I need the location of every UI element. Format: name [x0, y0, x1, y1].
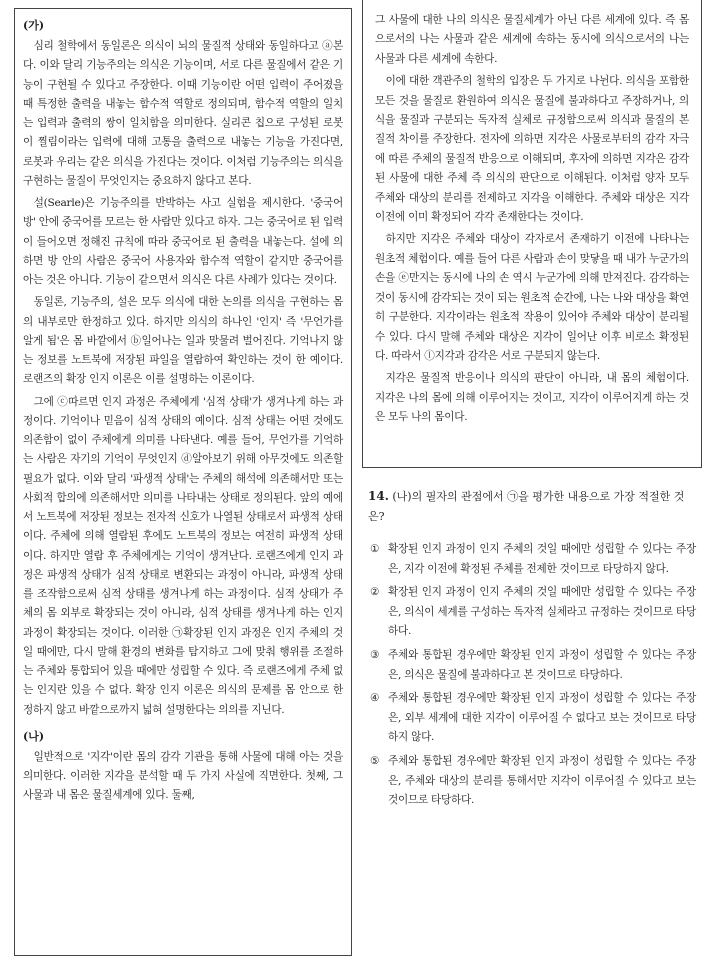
- option-number: ③: [370, 648, 380, 661]
- passage-box-b: [362, 0, 702, 468]
- passage-paragraph: 심리 철학에서 동일론은 의식이 뇌의 물질적 상태와 동일하다고 ⓐ본다. 이와 달리 기능주의는 의식은 기능이며, 서로 다른 물질에서 같은 기능이 구현될 수 있다고 주장한다. 이때 기능이란 어떤 입력이 주어졌을 때 특정한 출력을 내놓는 함수적 역할로 정의되며, 함수적 역할의 일치는 입력과 출력의 쌍이 일치함을 의미한다. 실리콘 칩으로 구성된 로봇이 찔림이라는 입력에 대해 고통을 출력으로 내놓는 기능을 가진다면, 로봇과 우리는 같은 의식을 가진다는 것이다. 이처럼 기능주의는 의식을 구현하는 물질이 무엇인지는 중요하지 않다고 본다.: [23, 40, 343, 187]
- section-label-na: (나): [23, 729, 45, 743]
- answer-option-3[interactable]: [370, 646, 696, 685]
- answer-option-1[interactable]: [370, 540, 696, 579]
- left-column: [14, 0, 352, 954]
- option-text: 주체와 통합된 경우에만 확장된 인지 과정이 성립할 수 있다는 주장은, 의식은 물질에 불과하다고 본 것이므로 타당하다.: [388, 648, 696, 681]
- section-label-ga: (가): [23, 19, 45, 32]
- passage-paragraph: 이에 대한 객관주의 철학의 입장은 두 가지로 나뉜다. 의식을 포함한 모든 것을 물질로 환원하여 의식은 물질에 불과하다고 주장하거나, 의식을 물질과 구분되는 독자적 실체로 규정함으로써 의식과 물질의 본질적 차이를 주장한다. 전자에 의하면 지각은 사물로부터의 감각 자극에 따른 주체의 물질적 반응으로 이해되며, 후자에 의하면 지각은 감각된 사물에 대한 주체 즉 의식의 판단으로 이해된다. 이처럼 양자 모두 주체와 대상의 분리를 전제하고 지각을 이해한다. 주체와 대상은 지각 이전에 이미 확정되어 각각 존재한다는 것이다.: [375, 75, 689, 224]
- option-text: 확장된 인지 과정이 인지 주체의 것일 때에만 성립할 수 있다는 주장은, 의식이 세계를 구성하는 독자적 실체라고 규정하는 것이므로 타당하다.: [388, 586, 696, 638]
- passage-paragraph: 지각은 물질적 반응이나 의식의 판단이 아니라, 내 몸의 체험이다. 지각은 나의 몸에 의해 이루어지는 것이고, 지각이 이루어지게 하는 것은 모두 나의 몸이다.: [375, 372, 689, 424]
- question-number: 14.: [368, 489, 389, 503]
- option-text: 주체와 통합된 경우에만 확장된 인지 과정이 성립할 수 있다는 주장은, 외부 세계에 대한 지각이 이루어질 수 없다고 보는 것이므로 타당하지 않다.: [388, 692, 696, 744]
- option-number: ②: [370, 586, 380, 599]
- passage-paragraph: 설(Searle)은 기능주의를 반박하는 사고 실험을 제시한다. '중국어 방' 안에 중국어를 모르는 한 사람만 있다고 하자. 그는 중국어로 된 입력이 들어오면 정해진 규칙에 따라 중국어로 된 출력을 내놓는다. 설에 의하면 방 안의 사람은 중국어 사용자와 함수적 역할이 같지만 중국어를 아는 것은 아니다. 기능이 같으면서 의식은 다른 사례가 있다는 것이다.: [23, 197, 343, 286]
- option-number: ④: [370, 692, 380, 705]
- option-text: 확장된 인지 과정이 인지 주체의 것일 때에만 성립할 수 있다는 주장은, 지각 이전에 확정된 주체를 전제한 것이므로 타당하지 않다.: [388, 543, 696, 575]
- passage-paragraph: 그 사물에 대한 나의 의식은 물질세계가 아닌 다른 세계에 있다. 즉 몸으로서의 나는 사물과 같은 세계에 속하는 동시에 의식으로서의 나는 사물과 다른 세계에 속한다.: [375, 14, 689, 65]
- passage-paragraph: 동일론, 기능주의, 설은 모두 의식에 대한 논의를 의식을 구현하는 몸의 내부로만 한정하고 있다. 하지만 의식의 하나인 '인지' 즉 '무언가를 알게 됨'은 몸 바깥에서 ⓑ일어나는 일과 맞물려 벌어진다. 기억나지 않는 정보를 노트북에 저장된 파일을 열람하여 확인하는 것이 한 예이다. 로랜즈의 확장 인지 이론은 이를 설명하는 이론이다.: [23, 296, 343, 386]
- question-text: (나)의 필자의 관점에서 ㉠을 평가한 내용으로 가장 적절한 것은?: [368, 490, 685, 523]
- option-number: ⑤: [370, 754, 380, 767]
- answer-option-2[interactable]: [370, 583, 696, 642]
- option-text: 주체와 통합된 경우에만 확장된 인지 과정이 성립할 수 있다는 주장은, 주체와 대상의 분리를 통해서만 지각이 이루어질 수 있다고 보는 것이므로 타당하다.: [388, 754, 696, 807]
- answer-option-4[interactable]: [370, 689, 696, 748]
- option-number: ①: [370, 543, 380, 555]
- passage-paragraph: 일반적으로 '지각'이란 몸의 감각 기관을 통해 사물에 대해 아는 것을 의미한다. 이러한 지각을 분석할 때 두 가지 사실에 직면한다. 첫째, 그 사물과 내 몸은 물질세계에 있다. 둘째,: [23, 750, 343, 802]
- question-title: [368, 486, 696, 527]
- right-column: [362, 0, 702, 954]
- answer-options: [370, 540, 696, 815]
- passage-paragraph: 하지만 지각은 주체와 대상이 각자로서 존재하기 이전에 나타나는 원초적 체험이다. 예를 들어 다른 사람과 손이 맞닿을 때 내가 누군가의 손을 ⓔ만지는 동시에 나의 손 역시 누군가에 의해 만져진다. 감각하는 것이 동시에 감각되는 것이 되는 원초적 순간에, 나는 나와 대상을 확연히 구분한다. 지각이라는 원초적 작용이 있어야 주체와 대상이 분리될 수 있다. 다시 말해 주체와 대상은 지각이 일어난 이후 비로소 확정된다. 따라서 ⓛ지각과 감각은 서로 구분되지 않는다.: [375, 233, 689, 362]
- answer-option-5[interactable]: [370, 752, 696, 811]
- passage-box-a: [14, 8, 352, 956]
- passage-paragraph: 그에 ⓒ따르면 인지 과정은 주체에게 '심적 상태'가 생겨나게 하는 과정이다. 기억이나 믿음이 심적 상태의 예이다. 심적 상태는 어떤 것에도 의존함이 없이 주체에게 의미를 나타낸다. 예를 들어, 무언가를 기억하는 사람은 자기의 기억이 무엇인지 ⓓ알아보기 위해 아무것에도 의존할 필요가 없다. 이와 달리 '파생적 상태'는 주체의 해석에 의존해서만 또는 사회적 합의에 의존해서만 의미를 나타내는 상태로 정의된다. 앞의 예에서 노트북에 저장된 정보는 전자적 신호가 나열된 상태로서 파생적 상태이다. 주체에 의해 열람된 후에도 노트북의 정보는 여전히 파생적 상태이다. 하지만 열람 후 주체에게는 기억이 생겨난다. 로랜즈에게 인지 과정은 파생적 상태가 심적 상태로 변환되는 과정이 아니라, 파생적 상태를 조작함으로써 심적 상태를 생겨나게 하는 과정이다. 심적 상태가 주체의 몸 외부로 확장되는 것이 아니라, 심적 상태를 생겨나게 하는 인지 과정이 확장되는 것이다. 이러한 ㉠확장된 인지 과정은 인지 주체의 것일 때에만, 다시 말해 환경의 변화를 탐지하고 그에 맞춰 행위를 조절하는 주체와 통합되어 있을 때에만 성립할 수 있다. 즉 로랜즈에게 주체 없는 인지란 있을 수 없다. 확장 인지 이론은 의식의 문제를 몸 안으로 한정하지 않고 바깥으로까지 넓혀 설명한다는 의의를 지닌다.: [23, 395, 343, 716]
